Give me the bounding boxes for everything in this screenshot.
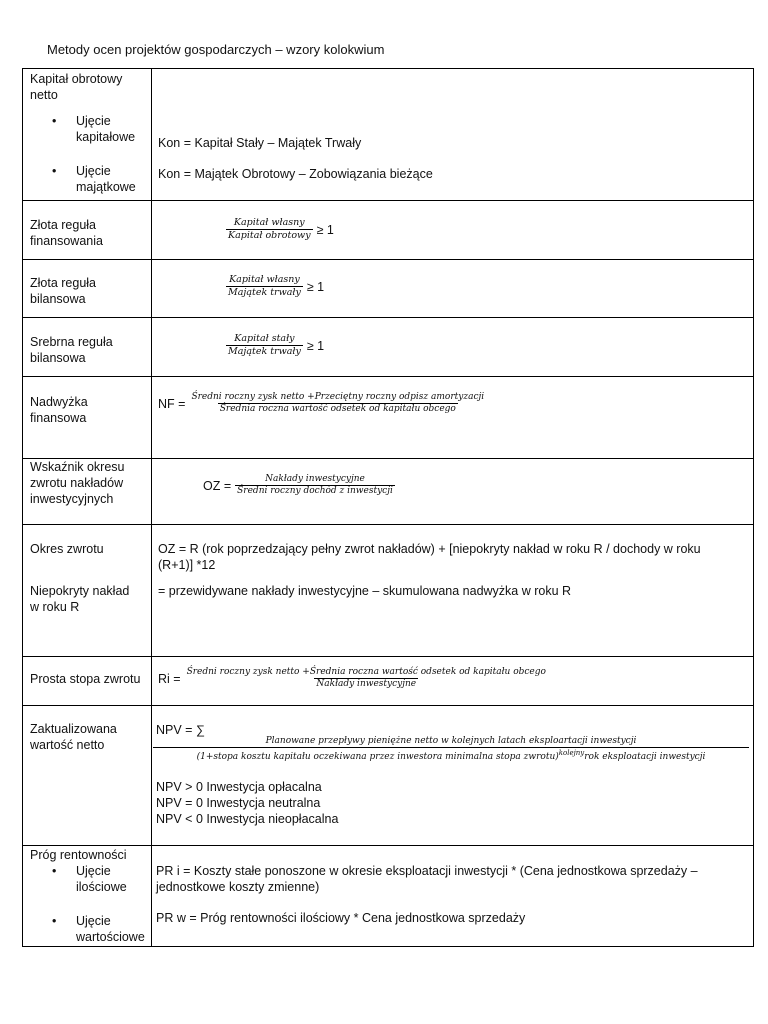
row-label: Prosta stopa zwrotu — [23, 657, 152, 705]
formula-math: $\frac{\text{Kapitał własny}}{\text{Majątek trwały}}$ ≥ 1 — [228, 274, 325, 298]
fraction: $\frac{\text{Kapitał własny}}{\text{Kapitał obrotowy}}$ — [228, 217, 311, 241]
formula-math: $\frac{\text{Kapitał stały}}{\text{Majątek trwały}}$ ≥ 1 — [228, 333, 325, 357]
fraction: Średni roczny zysk netto +Przeciętny roczny odpisz amortyzacji Średnia roczna wartość odsetek od kapitału obcego — [191, 392, 485, 414]
formula-math: $\frac{\text{Kapitał własny}}{\text{Kapitał obrotowy}}$ ≥ 1 — [228, 217, 334, 241]
formula-math: OZ = $\frac{\text{Nakłady inwestycyjne}}{\text{Średni roczny dochód z inwestycji}}$ — [203, 474, 393, 496]
row-label: Zaktualizowana wartość netto — [23, 706, 152, 845]
formula-cell — [152, 846, 753, 946]
fraction: $\frac{\text{Kapitał stały}}{\text{Majątek trwały}}$ — [228, 333, 301, 357]
formula-text: Kon = Kapitał Stały – Majątek Trwały — [158, 136, 362, 150]
formula-cell — [152, 657, 753, 705]
table-row-srb — [22, 318, 754, 377]
row-label-cell — [23, 846, 152, 946]
formula-table — [22, 68, 754, 947]
row-label: Okres zwrotu — [30, 542, 104, 556]
formula-lhs: NPV = ∑ — [156, 723, 205, 737]
row-label: Kapitał obrotowy netto — [30, 72, 123, 102]
page-title: Metody ocen projektów gospodarczych – wzory kolokwium — [47, 42, 385, 57]
row-label: Srebrna reguła bilansowa — [23, 318, 152, 376]
row-label: Złota reguła bilansowa — [23, 260, 152, 317]
table-row-oz — [22, 459, 754, 525]
formula-text: = przewidywane nakłady inwestycyjne – skumulowana nadwyżka w roku R — [158, 584, 572, 598]
formula-cell — [152, 260, 753, 317]
result-list — [156, 779, 338, 827]
formula-text: PR i = Koszty stałe ponoszone w okresie eksploatacji inwestycji * (Cena jednostkowa sprzedaży – jednostkowe koszty zmienne) — [156, 864, 698, 894]
formula-math — [155, 736, 747, 763]
row-label: Wskaźnik okresu zwrotu nakładów inwestycyjnych — [23, 459, 152, 524]
row-label-cell — [23, 525, 152, 656]
table-row-okres — [22, 525, 754, 657]
formula-cell — [152, 377, 753, 458]
table-row-nf — [22, 377, 754, 459]
fraction: Planowane przepływy pieniężne netto w kolejnych latach eksploartacji inwestycji (1+stopa kosztu kapitału oczekiwana przez inwestora minimalna stopa zwrotu)$^{kolejny}$rok eksploatacji inwestycji — [155, 736, 747, 763]
fraction: $\frac{\text{Nakłady inwestycyjne}}{\text{Średni roczny dochód z inwestycji}}$ — [237, 474, 393, 496]
table-row-zrf — [22, 201, 754, 260]
row-label: Nadwyżka finansowa — [23, 377, 152, 458]
table-row-ri — [22, 657, 754, 706]
list-item: • Ujęcie ilościowe — [30, 863, 147, 895]
row-label-cell — [23, 69, 152, 200]
list-item: NPV = 0 Inwestycja neutralna — [156, 796, 321, 810]
list-item: NPV > 0 Inwestycja opłacalna — [156, 780, 322, 794]
formula-cell — [152, 706, 753, 845]
table-row-npv — [22, 706, 754, 846]
formula-text: OZ = R (rok poprzedzający pełny zwrot nakładów) + [niepokryty nakład w roku R / dochody w roku (R+1)] *12 — [158, 542, 701, 572]
formula-cell — [152, 525, 753, 656]
formula-cell — [152, 201, 753, 259]
formula-text: PR w = Próg rentowności ilościowy * Cena jednostkowa sprzedaży — [156, 911, 526, 925]
formula-cell — [152, 459, 753, 524]
list-item: • Ujęcie majątkowe — [30, 163, 147, 195]
formula-text: Kon = Majątek Obrotowy – Zobowiązania bieżące — [158, 167, 433, 181]
table-row-pr — [22, 846, 754, 947]
list-item: • Ujęcie wartościowe — [30, 913, 147, 945]
list-item: NPV < 0 Inwestycja nieopłacalna — [156, 812, 339, 826]
formula-math: NF = Średni roczny zysk netto +Przeciętny roczny odpisz amortyzacji Średnia roczna wartość odsetek od kapitału obcego — [158, 392, 485, 414]
row-label: Złota reguła finansowania — [23, 201, 152, 259]
formula-cell — [152, 69, 753, 200]
formula-cell — [152, 318, 753, 376]
row-label: Niepokryty nakład w roku R — [30, 584, 130, 614]
row-label: Próg rentowności — [30, 848, 127, 862]
table-row-zrb — [22, 260, 754, 318]
table-row-kon — [22, 69, 754, 201]
formula-math: Ri = Średni roczny zysk netto +Średnia roczna wartość odsetek od kapitału obcego Nakłady inwestycyjne — [158, 667, 546, 689]
fraction: $\frac{\text{Kapitał własny}}{\text{Majątek trwały}}$ — [228, 274, 301, 298]
list-item: • Ujęcie kapitałowe — [30, 113, 147, 145]
fraction: Średni roczny zysk netto +Średnia roczna wartość odsetek od kapitału obcego Nakłady inwestycyjne — [186, 667, 546, 689]
